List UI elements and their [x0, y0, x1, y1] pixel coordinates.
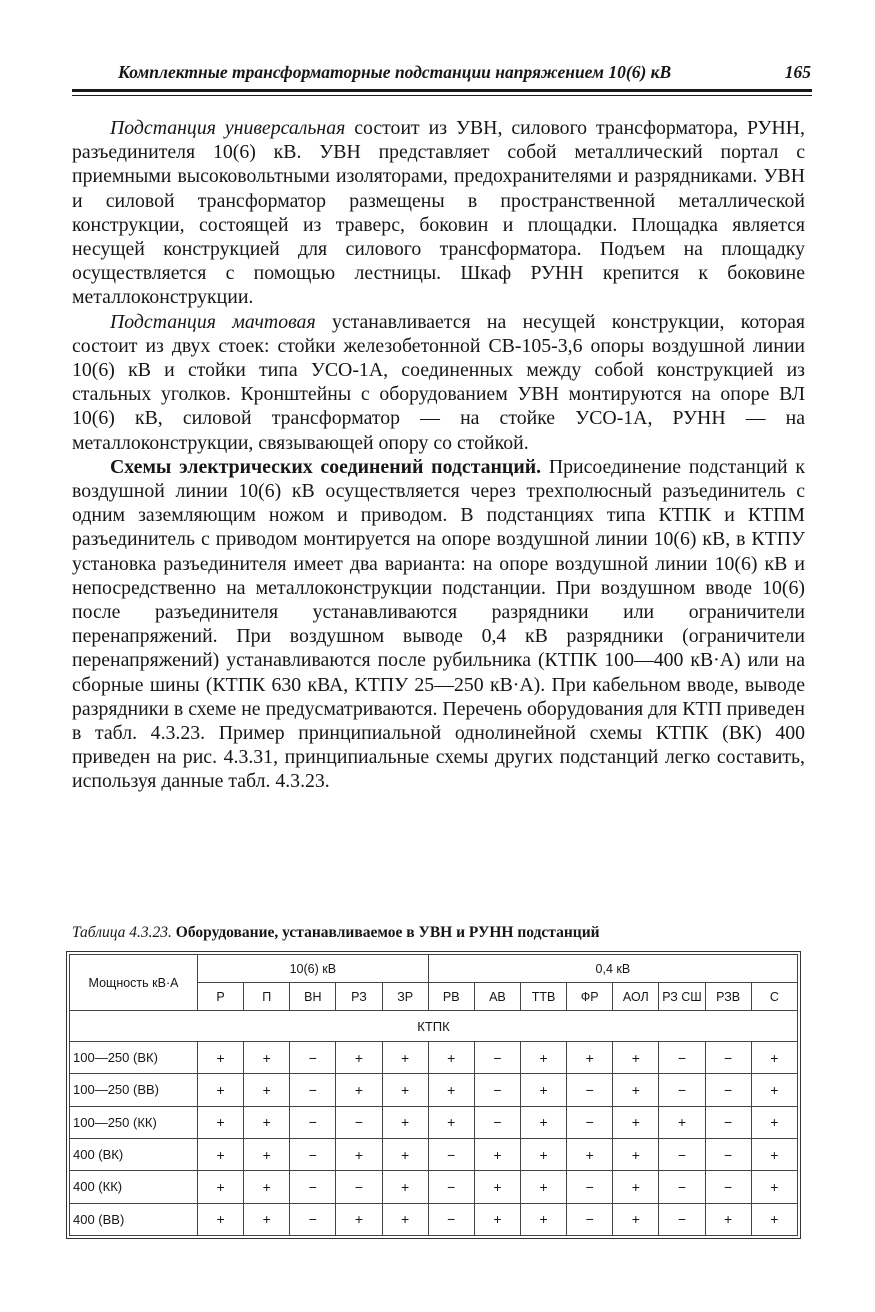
table-cell: + — [474, 1203, 520, 1235]
table-cell: + — [198, 1138, 244, 1170]
table-cell: − — [567, 1171, 613, 1203]
table-cell: + — [520, 1203, 566, 1235]
table-cell: + — [428, 1042, 474, 1074]
table-row — [70, 1106, 798, 1138]
table-cell: + — [244, 1171, 290, 1203]
running-title: Комплектные трансформаторные подстанции напряжением 10(6) кВ — [118, 62, 672, 82]
table-cell: − — [659, 1074, 705, 1106]
paragraph-schemes — [72, 455, 805, 794]
row-label: 100—250 (ВВ) — [70, 1074, 198, 1106]
table-cell: − — [705, 1171, 751, 1203]
table-cell: + — [751, 1138, 797, 1170]
table-cell: + — [751, 1074, 797, 1106]
table-cell: − — [290, 1106, 336, 1138]
table-cell: + — [520, 1042, 566, 1074]
table-cell: + — [613, 1042, 659, 1074]
table-cell: + — [520, 1106, 566, 1138]
table-cell: + — [520, 1138, 566, 1170]
page-number: 165 — [784, 62, 811, 82]
table-cell: + — [613, 1203, 659, 1235]
paragraph-lead: Подстанция универсальная — [110, 117, 346, 139]
table-cell: + — [198, 1203, 244, 1235]
table-cell: − — [336, 1106, 382, 1138]
table-row — [70, 1171, 798, 1203]
column-header: Р — [198, 983, 244, 1011]
table-cell: + — [659, 1106, 705, 1138]
column-header: РЗ — [336, 983, 382, 1011]
table-cell: + — [198, 1106, 244, 1138]
table-cell: + — [244, 1042, 290, 1074]
table-cell: + — [474, 1171, 520, 1203]
column-header: С — [751, 983, 797, 1011]
header-rule-thick — [72, 89, 812, 92]
paragraph-universal — [72, 116, 805, 310]
table-cell: + — [244, 1074, 290, 1106]
column-header: П — [244, 983, 290, 1011]
table-group-header-row — [70, 955, 798, 983]
table-cell: + — [428, 1074, 474, 1106]
running-head — [118, 62, 811, 83]
table-cell: + — [751, 1042, 797, 1074]
table-cell: + — [382, 1171, 428, 1203]
table-cell: − — [428, 1203, 474, 1235]
table-cell: − — [474, 1106, 520, 1138]
column-header: АВ — [474, 983, 520, 1011]
group-header-lv: 0,4 кВ — [428, 955, 797, 983]
column-header: РВ — [428, 983, 474, 1011]
table-cell: + — [520, 1171, 566, 1203]
paragraph-lead: Подстанция мачтовая — [110, 310, 316, 333]
body-text — [72, 116, 805, 794]
table-cell: + — [613, 1138, 659, 1170]
table-cell: + — [751, 1203, 797, 1235]
table-cell: − — [290, 1042, 336, 1074]
paragraph-text: состоит из УВН, силового трансформатора, РУНН, разъединителя 10(6) кВ. УВН представляет собой металлический портал с приемными высоковольтными изоляторами, предохранителями и разрядниками. УВН и силовой трансформатор размещены в пространственной металлической конструкции, состоящей из траверс, боковин и площадки. Площадка является несущей конструкцией для силового трансформатора. Подъем на площадку осуществляется с помощью лестницы. Шкаф РУНН крепится к боковине металлоконструкции. — [72, 117, 805, 309]
equipment-table — [69, 954, 798, 1236]
row-label: 400 (ВК) — [70, 1138, 198, 1170]
table-cell: − — [567, 1074, 613, 1106]
table-cell: − — [290, 1138, 336, 1170]
table-cell: + — [705, 1203, 751, 1235]
paragraph-mast — [72, 310, 805, 455]
table-cell: + — [336, 1138, 382, 1170]
table-cell: + — [198, 1074, 244, 1106]
table-section-label: КТПК — [70, 1011, 798, 1042]
column-header: ЗР — [382, 983, 428, 1011]
table-cell: − — [567, 1203, 613, 1235]
row-label: 100—250 (КК) — [70, 1106, 198, 1138]
row-label: 100—250 (ВК) — [70, 1042, 198, 1074]
table-cell: − — [659, 1138, 705, 1170]
table-frame — [66, 951, 801, 1239]
table-cell: − — [474, 1074, 520, 1106]
table-cell: + — [244, 1138, 290, 1170]
table-caption — [72, 924, 812, 942]
table-section-row — [70, 1011, 798, 1042]
column-header: АОЛ — [613, 983, 659, 1011]
table-cell: + — [336, 1042, 382, 1074]
paragraph-text: Присоединение подстанций к воздушной линии 10(6) кВ осуществляется через трехполюсный разъединитель с одним заземляющим ножом и приводом. В подстанциях типа КТПК и КТПМ разъединитель с приводом монтируется на опоре воздушной линии 10(6) кВ, в КТПУ установка разъединителя имеет два варианта: на опоре воздушной линии 10(6) кВ и непосредственно на металлоконструкции подстанции. При воздушном вводе 10(6) после разъединителя устанавливаются разрядники или ограничители перенапряжений. При воздушном выводе 0,4 кВ разрядники (ограничители перенапряжений) устанавливаются после рубильника (КТПК 100—400 кВ·А) или на сборные шины (КТПК 630 кВА, КТПУ 25—250 кВ·А). При кабельном вводе, выводе разрядники в схеме не предусматриваются. Перечень оборудования для КТП приведен в табл. 4.3.23. Пример принципиальной однолинейной схемы КТПК (ВК) 400 приведен на рис. 4.3.31, принципиальные схемы других подстанций легко составить, используя данные табл. 4.3.23. — [72, 455, 805, 793]
table-cell: + — [336, 1203, 382, 1235]
table-cell: − — [659, 1203, 705, 1235]
row-label: 400 (ВВ) — [70, 1203, 198, 1235]
table-cell: − — [705, 1042, 751, 1074]
table-cell: − — [705, 1138, 751, 1170]
table-cell: − — [336, 1171, 382, 1203]
table-row — [70, 1203, 798, 1235]
table-cell: + — [198, 1042, 244, 1074]
table-cell: + — [520, 1074, 566, 1106]
table-cell: − — [705, 1106, 751, 1138]
table-cell: + — [474, 1138, 520, 1170]
table-cell: − — [290, 1171, 336, 1203]
table-caption-number: Таблица 4.3.23. — [72, 924, 172, 941]
table-row — [70, 1042, 798, 1074]
column-header: ВН — [290, 983, 336, 1011]
table-cell: − — [705, 1074, 751, 1106]
paragraph-text: устанавливается на несущей конструкции, которая состоит из двух стоек: стойки железобетонной СВ-105-3,6 опоры воздушной линии 10(6) кВ и стойки типа УСО-1А, соединенных между собой конструкцией из стальных уголков. Кронштейны с оборудованием УВН монтируются на опоре ВЛ 10(6) кВ, силовой трансформатор — на стойке УСО-1А, РУНН — на металлоконструкции, связывающей опору со стойкой. — [72, 310, 805, 454]
column-header: РЗВ — [705, 983, 751, 1011]
row-label: 400 (КК) — [70, 1171, 198, 1203]
table-cell: + — [567, 1138, 613, 1170]
table-cell: + — [382, 1106, 428, 1138]
table-row — [70, 1074, 798, 1106]
table-cell: + — [567, 1042, 613, 1074]
table-cell: − — [659, 1042, 705, 1074]
power-column-header: Мощность кВ·А — [70, 955, 198, 1011]
table-cell: + — [382, 1203, 428, 1235]
table-cell: + — [613, 1106, 659, 1138]
table-row — [70, 1138, 798, 1170]
table-caption-title: Оборудование, устанавливаемое в УВН и РУНН подстанций — [175, 924, 600, 941]
table-cell: + — [382, 1138, 428, 1170]
table-cell: − — [567, 1106, 613, 1138]
table-cell: + — [751, 1106, 797, 1138]
table-cell: − — [290, 1074, 336, 1106]
table-cell: + — [751, 1171, 797, 1203]
table-cell: + — [382, 1042, 428, 1074]
table-cell: + — [382, 1074, 428, 1106]
table-cell: − — [428, 1138, 474, 1170]
table-cell: − — [290, 1203, 336, 1235]
table-cell: + — [244, 1106, 290, 1138]
table-cell: − — [474, 1042, 520, 1074]
paragraph-lead: Схемы электрических соединений подстанций. — [110, 455, 542, 478]
column-header: РЗ СШ — [659, 983, 705, 1011]
table-cell: − — [428, 1171, 474, 1203]
table-cell: + — [244, 1203, 290, 1235]
table-cell: + — [613, 1171, 659, 1203]
table-cell: + — [336, 1074, 382, 1106]
table-body — [70, 1011, 798, 1236]
column-header: ТТВ — [520, 983, 566, 1011]
table-cell: − — [659, 1171, 705, 1203]
column-header: ФР — [567, 983, 613, 1011]
table-cell: + — [198, 1171, 244, 1203]
table-cell: + — [613, 1074, 659, 1106]
group-header-hv: 10(6) кВ — [198, 955, 429, 983]
table-cell: + — [428, 1106, 474, 1138]
header-rule-thin — [72, 95, 812, 96]
